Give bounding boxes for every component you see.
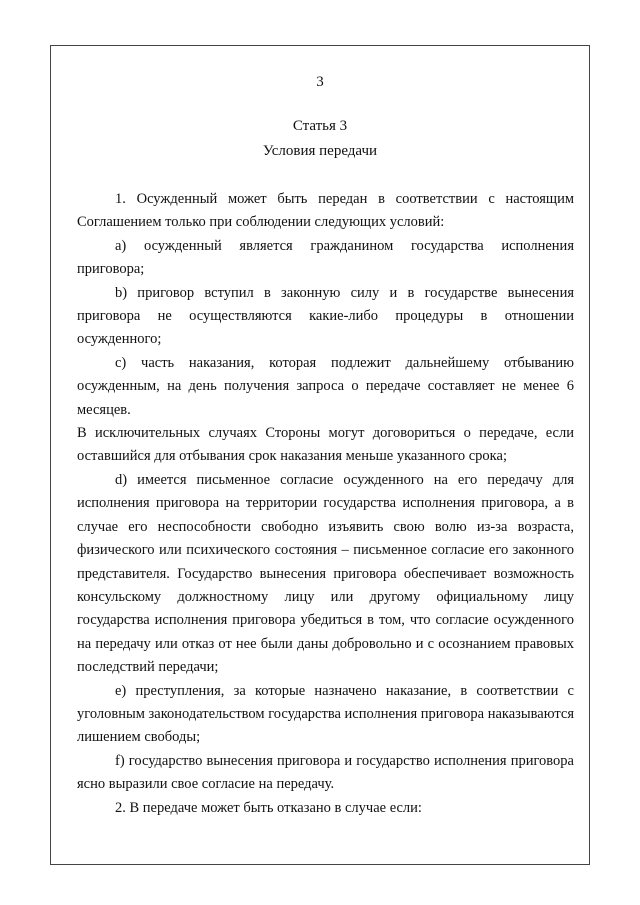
document-body [77, 188, 574, 820]
paragraph-condition-f: f) государство вынесения приговора и государство исполнения приговора ясно выразили свое согласие на передачу. [77, 752, 574, 793]
paragraph-condition-c: с) часть наказания, которая подлежит дальнейшему отбыванию осужденным, на день получения запроса о передаче составляет не менее 6 месяцев. [77, 354, 574, 418]
article-title: Статья 3 [292, 118, 348, 134]
paragraph-condition-d: d) имеется письменное согласие осужденного на его передачу для исполнения приговора на территории государства исполнения приговора, а в случае его неспособности свободно изъявить свою волю из-за возраста, физического или психического состояния – письменное согласие его законного представителя. Государство вынесения приговора обеспечивает возможность консульскому должностному лицу или другому официальному лицу государства исполнения приговора убедиться в том, что согласие осужденного на передачу или отказ от нее были даны добровольно и с осознанием правовых последствий передачи; [77, 471, 574, 676]
paragraph-2: 2. В передаче может быть отказано в случае если: [115, 799, 422, 816]
paragraph-1: 1. Осужденный может быть передан в соответствии с настоящим Соглашением только при соблюдении следующих условий: [77, 191, 574, 231]
page-number: 3 [316, 74, 324, 90]
paragraph-exception: В исключительных случаях Стороны могут договориться о передаче, если оставшийся для отбывания срок наказания меньше указанного срока; [77, 425, 574, 465]
paragraph-condition-e: е) преступления, за которые назначено наказание, в соответствии с уголовным законодательством государства исполнения приговора наказываются лишением свободы; [77, 682, 574, 746]
article-subtitle: Условия передачи [262, 143, 378, 159]
paragraph-condition-a: а) осужденный является гражданином государства исполнения приговора; [77, 237, 574, 278]
paragraph-condition-b: b) приговор вступил в законную силу и в государстве вынесения приговора не осуществляются какие-либо процедуры в отношении осужденного; [77, 284, 574, 348]
document-page [50, 45, 590, 865]
